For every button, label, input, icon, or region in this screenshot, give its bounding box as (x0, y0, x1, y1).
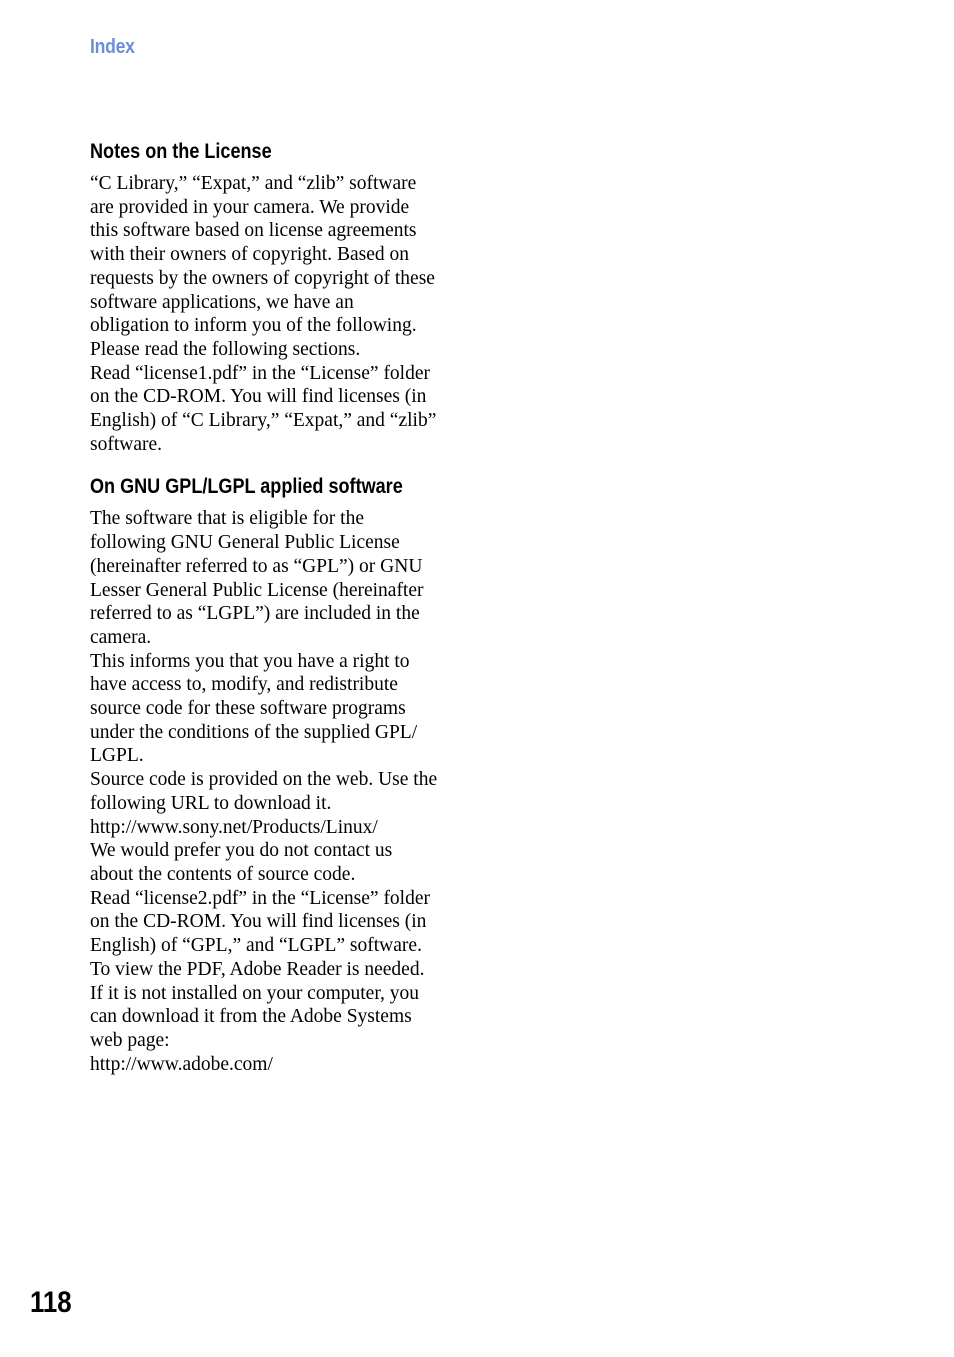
paragraph-line: about the contents of source code. (90, 863, 356, 885)
paragraph-line: LGPL. (90, 745, 144, 767)
paragraph-line: with their owners of copyright. Based on (90, 244, 409, 266)
paragraph-line: can download it from the Adobe Systems (90, 1006, 412, 1028)
section-body-license-notes (90, 172, 462, 456)
paragraph-line: following GNU General Public License (90, 532, 400, 554)
paragraph-line: English) of “C Library,” “Expat,” and “zlib” (90, 410, 437, 432)
paragraph-line: camera. (90, 626, 152, 648)
paragraph-line: Read “license1.pdf” in the “License” folder (90, 362, 431, 384)
paragraph-line: Source code is provided on the web. Use the (90, 769, 438, 791)
url-adobe: http://www.adobe.com/ (90, 1053, 273, 1075)
document-body (90, 138, 462, 1076)
paragraph-line: Lesser General Public License (hereinafter (90, 579, 424, 601)
paragraph-line: software applications, we have an (90, 291, 354, 313)
paragraph-line: have access to, modify, and redistribute (90, 674, 398, 696)
paragraph-line: If it is not installed on your computer, you (90, 982, 420, 1004)
paragraph-line: on the CD-ROM. You will find licenses (in (90, 386, 427, 408)
paragraph-line: this software based on license agreements (90, 220, 417, 242)
paragraph-line: Please read the following sections. (90, 338, 361, 360)
paragraph-line: English) of “GPL,” and “LGPL” software. (90, 935, 422, 957)
paragraph-line: We would prefer you do not contact us (90, 840, 393, 862)
section-body-gnu-gpl (90, 507, 462, 1076)
section-heading-gnu-gpl: On GNU GPL/LGPL applied software (90, 475, 403, 499)
paragraph-line: source code for these software programs (90, 698, 406, 720)
paragraph-line: referred to as “LGPL”) are included in the (90, 603, 420, 625)
paragraph-line: (hereinafter referred to as “GPL”) or GNU (90, 555, 423, 577)
paragraph-line: Read “license2.pdf” in the “License” folder (90, 887, 431, 909)
paragraph-line: software. (90, 433, 163, 455)
page-number: 118 (30, 1286, 72, 1319)
section-heading-license-notes: Notes on the License (90, 140, 272, 163)
paragraph-line: requests by the owners of copyright of these (90, 267, 435, 289)
paragraph-line: following URL to download it. (90, 792, 332, 814)
paragraph-line: This informs you that you have a right to (90, 650, 410, 672)
paragraph-line: under the conditions of the supplied GPL/ (90, 721, 418, 743)
paragraph-line: are provided in your camera. We provide (90, 196, 410, 218)
paragraph-line: The software that is eligible for the (90, 508, 364, 530)
paragraph-line: web page: (90, 1029, 170, 1051)
paragraph-line: “C Library,” “Expat,” and “zlib” software (90, 173, 417, 194)
url-sony-linux: http://www.sony.net/Products/Linux/ (90, 816, 378, 838)
paragraph-line: To view the PDF, Adobe Reader is needed. (90, 958, 425, 980)
index-link[interactable]: Index (90, 36, 135, 58)
paragraph-line: obligation to inform you of the following. (90, 315, 417, 337)
paragraph-line: on the CD-ROM. You will find licenses (in (90, 911, 427, 933)
